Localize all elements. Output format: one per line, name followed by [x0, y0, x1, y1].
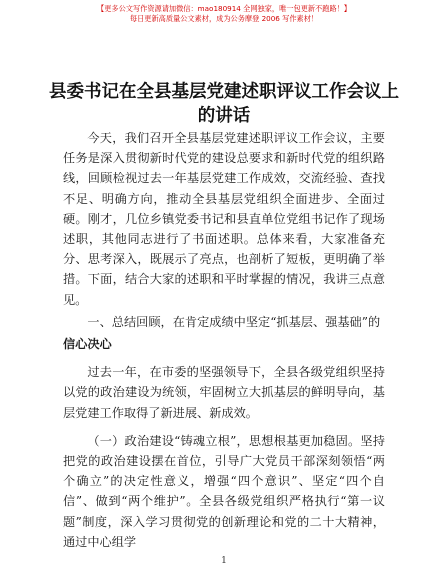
- paragraph-political: （一）政治建设“铸魂立根”，思想根基更加稳固。坚持把党的政治建设摆在首位，引导广大党员干部深刻领悟“两个确立”的决定性意义，增强“四个意识”、坚定“四个自信”、做到“两个维护”。全县各级党组织严格执行“第一议题”制度，深入学习贯彻党的创新理论和党的二十大精神，通过中心组学: [63, 433, 385, 549]
- document-body: [63, 128, 385, 552]
- document-title: [40, 80, 408, 128]
- page-number: 1: [221, 556, 227, 566]
- paragraph-review: 过去一年，在市委的坚强领导下，全县各级党组织坚持以党的政治建设为统领，牢固树立大抓基层的鲜明导向，基层党建工作取得了新进展、新成效。: [63, 365, 385, 420]
- section-heading-1-bold: 信心决心: [63, 337, 112, 352]
- title-line-1: 县委书记在全县基层党建述职评议工作会议上: [49, 82, 399, 102]
- section-heading-1-cont: [63, 334, 385, 354]
- section-heading-1: [63, 312, 385, 332]
- paragraph-intro: 今天，我们召开全县基层党建述职评议工作会议，主要任务是深入贯彻新时代党的建设总要求和新时代党的组织路线，回顾检视过去一年基层党建工作成效，交流经验、查找不足、明确方向，推动全县基层党组织全面进步、全面过硬。刚才，几位乡镇党委书记和县直单位党组书记作了现场述职，其他同志进行了书面述职。总体来看，大家准备充分、思考深入，既展示了亮点，也剖析了短板，更明确了举措。下面，结合大家的述职和平时掌握的情况，我讲三点意见。: [63, 131, 385, 307]
- promo-banner-line-1: 【更多公文写作资源请加微信：mao180914 全网独家，唯一包更新不跑路！】: [97, 4, 351, 13]
- section-heading-1-text: 一、总结回顾，在肯定成绩中坚定“抓基层、强基础”的: [87, 314, 381, 329]
- title-line-2: 的讲话: [197, 106, 251, 126]
- promo-banner-line-2: 每日更新高质量公文素材，成为公务摩登 2006 写作素材！: [129, 14, 319, 23]
